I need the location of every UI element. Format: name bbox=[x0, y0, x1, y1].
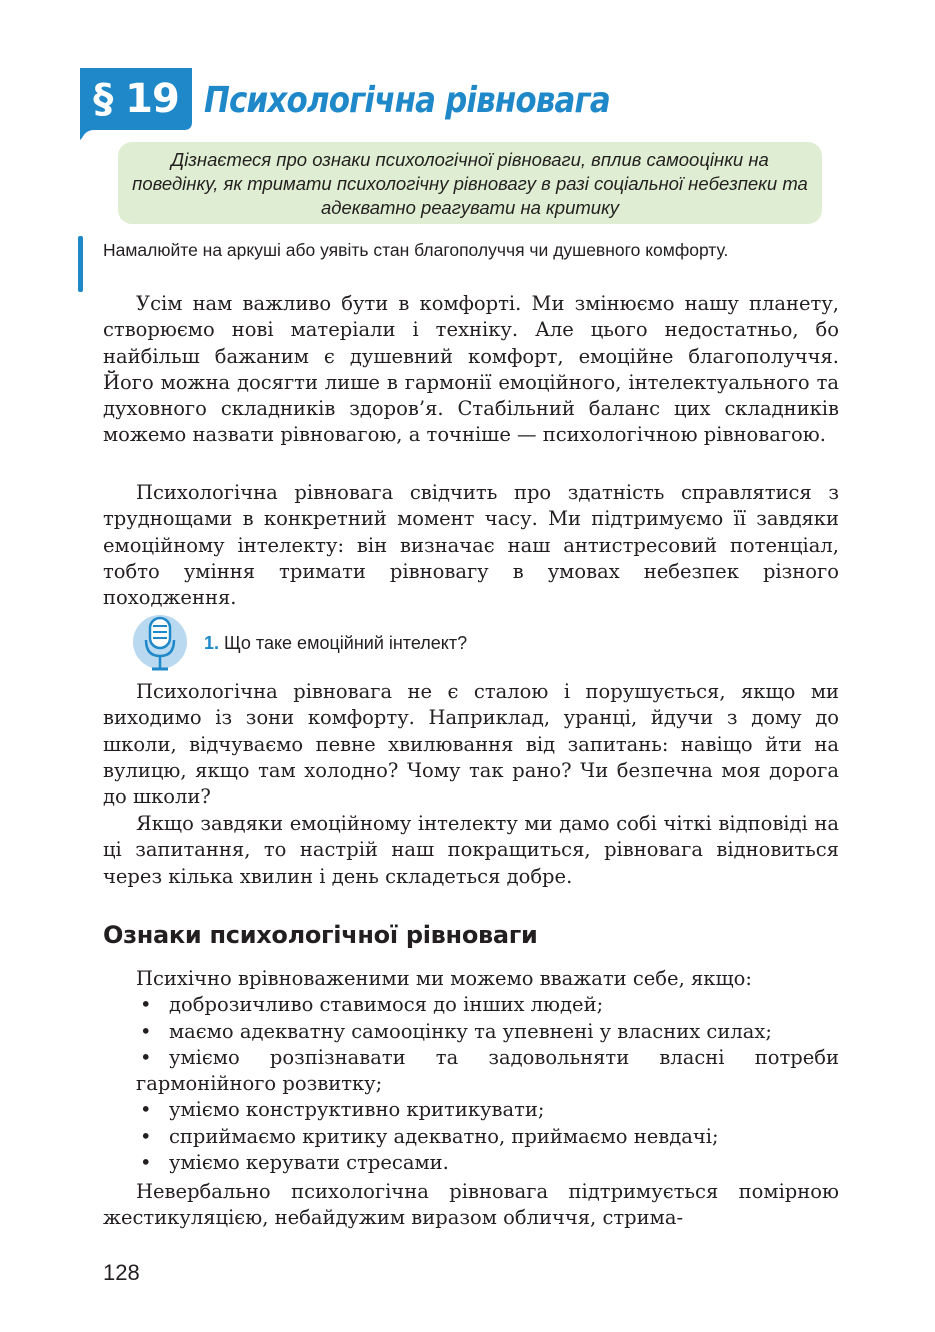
bullet: • bbox=[140, 1098, 152, 1122]
list-item-text: доброзичливо ставимося до інших людей; bbox=[169, 993, 604, 1017]
paragraph-5-text: Невербально психологічна рівновага підтримується помірною жестикуляцією, небайдужим виразом обличчя, стрима- bbox=[103, 1180, 839, 1230]
paragraph-3 bbox=[103, 679, 839, 810]
bullet: • bbox=[140, 1045, 152, 1069]
section-badge bbox=[80, 68, 192, 136]
list-item bbox=[136, 1019, 839, 1045]
bullet: • bbox=[140, 1019, 152, 1043]
list-item bbox=[136, 1097, 839, 1123]
question-text bbox=[204, 630, 467, 656]
paragraph-5 bbox=[103, 1179, 839, 1232]
page-number: 128 bbox=[103, 1260, 140, 1285]
question-number: 1. bbox=[204, 633, 220, 653]
list-item bbox=[136, 1045, 839, 1098]
list-item-text: уміємо розпізнавати та задовольняти власні потреби гармонійного розвитку; bbox=[136, 1045, 839, 1096]
paragraph-1 bbox=[103, 291, 839, 449]
paragraph-2 bbox=[103, 480, 839, 611]
question-label: Що таке емоційний інтелект? bbox=[224, 633, 468, 653]
paragraph-4-text: Якщо завдяки емоційному інтелекту ми дамо собі чіткі відповіді на ці запитання, то настрій наш покращиться, рівновага відновиться через кілька хвилин і день складеться добре. bbox=[103, 812, 839, 888]
section-number: § 19 bbox=[93, 76, 179, 122]
list-item bbox=[136, 992, 839, 1018]
list-item-text: маємо адекватну самооцінку та упевнені у власних силах; bbox=[169, 1019, 772, 1043]
task-text: Намалюйте на аркуші або уявіть стан благополуччя чи душевного комфорту. bbox=[103, 240, 729, 260]
bullet: • bbox=[140, 993, 152, 1017]
bullet: • bbox=[140, 1124, 152, 1148]
task-marker bbox=[78, 236, 83, 292]
paragraph-1-text: Усім нам важливо бути в комфорті. Ми змінюємо нашу планету, створюємо нові матеріали і техніку. Але цього недостатньо, бо найбільш бажаним є душевний комфорт, емоційне благополуччя. Його можна досягти лише в гармонії емоційного, інтелектуального та духовного складників здоров’я. Стабільний баланс цих складників можемо назвати рівновагою, а точніше — психологічною рівновагою. bbox=[103, 292, 839, 447]
paragraph-2-text: Психологічна рівновага свідчить про здатність справлятися з труднощами в конкретний момент часу. Ми підтримуємо її завдяки емоційному інтелекту: він визначає наш антистресовий потенціал, тобто уміння тримати рівновагу в умовах небезпек різного походження. bbox=[103, 481, 839, 610]
paragraph-3-text: Психологічна рівновага не є сталою і порушується, якщо ми виходимо із зони комфорту. Наприклад, уранці, йдучи з дому до школи, відчуваємо певне хвилювання від запитань: навіщо йти на вулицю, якщо там холодно? Чому так рано? Чи безпечна моя дорога до школи? bbox=[103, 680, 839, 809]
list-item-text: сприймаємо критику адекватно, приймаємо невдачі; bbox=[169, 1124, 719, 1148]
intro-text: Дізнаєтеся про ознаки психологічної рівноваги, вплив самооцінки на поведінку, як тримати психологічну рівновагу в разі соціальної небезпеки та адекватно реагувати на критику bbox=[132, 149, 808, 218]
list-item-text: уміємо конструктивно критикувати; bbox=[169, 1098, 545, 1122]
section-title: Психологічна рівновага bbox=[204, 80, 610, 121]
bullet: • bbox=[140, 1151, 152, 1175]
list-lead: Психічно врівноваженими ми можемо вважати себе, якщо: bbox=[136, 967, 752, 990]
list-item bbox=[136, 1124, 839, 1150]
signs-list bbox=[136, 966, 839, 1176]
list-item-text: уміємо керувати стресами. bbox=[169, 1151, 449, 1175]
subheading: Ознаки психологічної рівноваги bbox=[103, 921, 538, 949]
list-item bbox=[136, 1150, 839, 1176]
microphone-icon bbox=[132, 614, 188, 676]
paragraph-4 bbox=[103, 811, 839, 890]
